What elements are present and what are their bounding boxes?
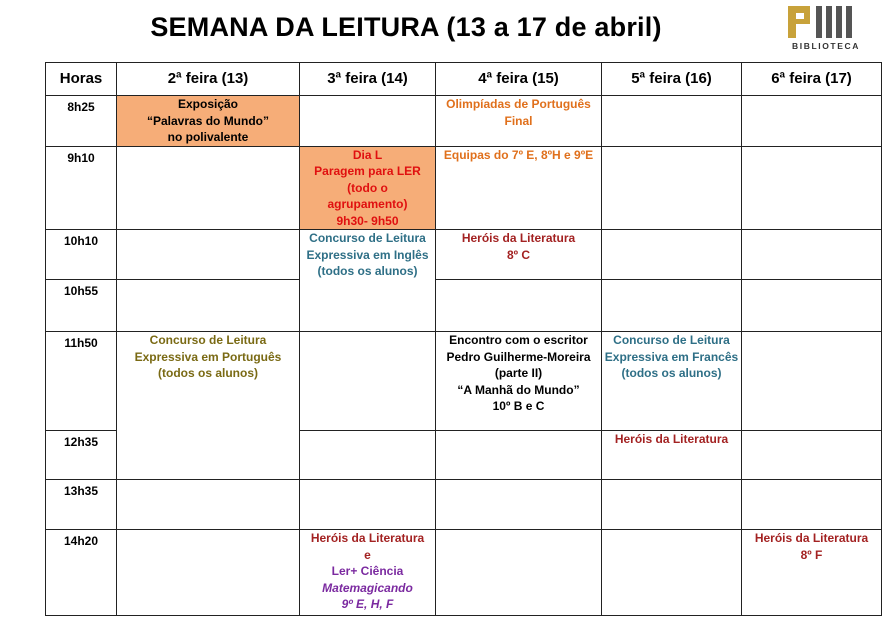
event-concurso-ingles: Concurso de Leitura Expressiva em Inglês (todos os alunos) <box>300 230 436 332</box>
event-herois-8f: Heróis da Literatura 8º F <box>742 530 882 616</box>
header-tuesday: 3ª feira (14) <box>300 63 436 96</box>
hour-cell: 10h10 <box>46 230 117 280</box>
page-title: SEMANA DA LEITURA (13 a 17 de abril) <box>150 12 662 42</box>
schedule-table <box>45 62 882 616</box>
empty-cell <box>436 280 602 332</box>
hour-cell: 12h35 <box>46 431 117 480</box>
empty-cell <box>436 530 602 616</box>
empty-cell <box>742 431 882 480</box>
event-equipas: Equipas do 7º E, 8ºH e 9ºE <box>436 146 602 230</box>
empty-cell <box>300 332 436 431</box>
empty-cell <box>602 480 742 530</box>
empty-cell <box>436 431 602 480</box>
logo-text: BIBLIOTECA <box>792 41 860 51</box>
empty-cell <box>742 146 882 230</box>
hour-cell: 8h25 <box>46 96 117 147</box>
event-herois-thursday: Heróis da Literatura <box>602 431 742 480</box>
header-wednesday: 4ª feira (15) <box>436 63 602 96</box>
hour-cell: 13h35 <box>46 480 117 530</box>
empty-cell <box>742 480 882 530</box>
event-herois-8c: Heróis da Literatura 8º C <box>436 230 602 280</box>
empty-cell <box>602 96 742 147</box>
empty-cell <box>602 530 742 616</box>
empty-cell <box>117 230 300 280</box>
event-concurso-portugues: Concurso de Leitura Expressiva em Português (todos os alunos) <box>117 332 300 480</box>
table-row <box>46 146 882 230</box>
empty-cell <box>602 280 742 332</box>
hour-cell: 9h10 <box>46 146 117 230</box>
hour-cell: 11h50 <box>46 332 117 431</box>
event-encontro-escritor: Encontro com o escritor Pedro Guilherme-Moreira (parte II) “A Manhã do Mundo” 10º B e C <box>436 332 602 431</box>
empty-cell <box>300 431 436 480</box>
empty-cell <box>742 332 882 431</box>
table-row <box>46 280 882 332</box>
event-olimpiadas: Olimpíadas de Português Final <box>436 96 602 147</box>
hour-cell: 10h55 <box>46 280 117 332</box>
header-friday: 6ª feira (17) <box>742 63 882 96</box>
empty-cell <box>436 480 602 530</box>
empty-cell <box>117 280 300 332</box>
event-herois-ler-ciencia: Heróis da Literatura e Ler+ Ciência Matemagicando 9º E, H, F <box>300 530 436 616</box>
table-row <box>46 96 882 147</box>
hour-cell: 14h20 <box>46 530 117 616</box>
event-exposicao: Exposição “Palavras do Mundo” no polivalente <box>117 96 300 147</box>
empty-cell <box>602 146 742 230</box>
header-monday: 2ª feira (13) <box>117 63 300 96</box>
header-row <box>46 63 882 96</box>
header-thursday: 5ª feira (16) <box>602 63 742 96</box>
empty-cell <box>117 530 300 616</box>
table-row <box>46 332 882 431</box>
table-row <box>46 530 882 616</box>
table-row <box>46 230 882 280</box>
empty-cell <box>117 480 300 530</box>
event-concurso-frances: Concurso de Leitura Expressiva em Francês (todos os alunos) <box>602 332 742 431</box>
empty-cell <box>300 96 436 147</box>
table-row <box>46 480 882 530</box>
empty-cell <box>742 230 882 280</box>
empty-cell <box>742 96 882 147</box>
empty-cell <box>300 480 436 530</box>
event-dia-l: Dia L Paragem para LER (todo o agrupamento) 9h30- 9h50 <box>300 146 436 230</box>
empty-cell <box>602 230 742 280</box>
empty-cell <box>117 146 300 230</box>
header-hours: Horas <box>46 63 117 96</box>
empty-cell <box>742 280 882 332</box>
